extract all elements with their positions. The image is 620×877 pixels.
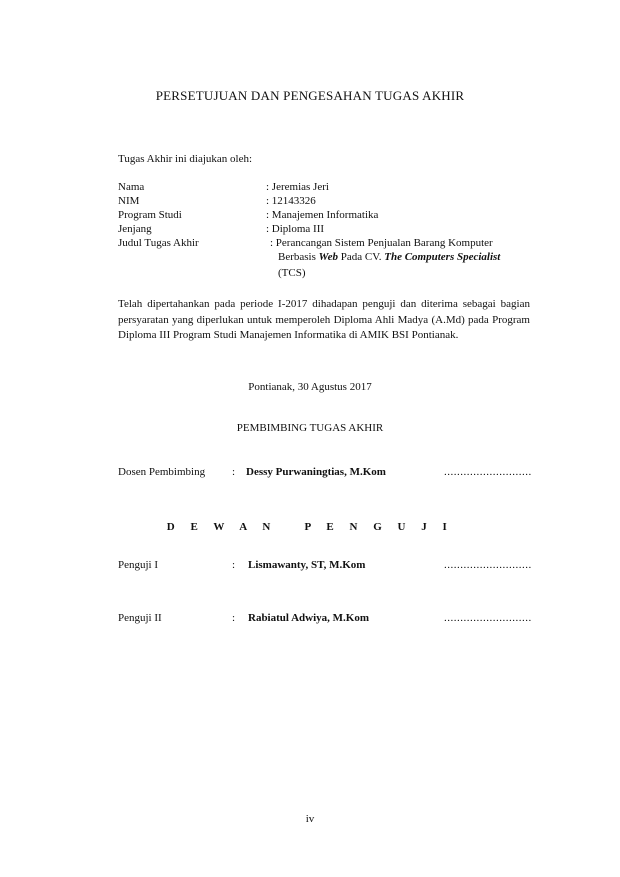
label-prodi: Program Studi — [118, 209, 182, 221]
page-number: iv — [305, 813, 315, 825]
judul-text-web: Web — [318, 251, 338, 263]
value-judul-line1: : Perancangan Sistem Penjualan Barang Komputer — [270, 237, 493, 249]
label-judul: Judul Tugas Akhir — [118, 237, 199, 249]
judul-text-pada: Pada CV. — [338, 251, 385, 263]
penguji1-name: Lismawanty, ST, M.Kom — [248, 559, 366, 571]
value-nama: : Jeremias Jeri — [266, 181, 329, 193]
page-title: PERSETUJUAN DAN PENGESAHAN TUGAS AKHIR — [155, 88, 465, 103]
dosen-pembimbing-name: Dessy Purwaningtias, M.Kom — [246, 466, 386, 478]
signature-line-penguji2: ........................... — [444, 612, 532, 624]
value-jenjang: : Diploma III — [266, 223, 325, 235]
label-jenjang: Jenjang — [118, 223, 152, 235]
label-nama: Nama — [118, 181, 145, 193]
value-judul-line3: (TCS) — [278, 267, 306, 279]
value-judul-line2 — [278, 250, 500, 264]
penguji2-colon: : — [232, 612, 236, 624]
place-date: Pontianak, 30 Agustus 2017 — [248, 381, 372, 393]
dewan-penguji-heading: D E W A N P E N G U J I — [166, 521, 454, 533]
penguji1-colon: : — [232, 559, 236, 571]
dosen-pembimbing-label: Dosen Pembimbing — [118, 466, 206, 478]
signature-line-pembimbing: ........................... — [444, 466, 532, 478]
judul-text-company: The Computers Specialist — [384, 251, 501, 263]
value-prodi: : Manajemen Informatika — [266, 209, 379, 221]
intro-text: Tugas Akhir ini diajukan oleh: — [118, 153, 253, 165]
statement-paragraph: Telah dipertahankan pada periode I-2017 dihadapan penguji dan diterima sebagai bagian persyaratan yang diperlukan untuk memperoleh Diploma Ahli Madya (A.Md) pada Program Diploma III Program Studi Manajemen Informatika di AMIK BSI Pontianak. — [118, 298, 530, 341]
penguji2-name: Rabiatul Adwiya, M.Kom — [248, 612, 370, 624]
judul-text-berbasis: Berbasis — [278, 251, 319, 263]
penguji2-label: Penguji II — [118, 612, 162, 624]
penguji1-label: Penguji I — [118, 559, 159, 571]
pembimbing-heading: PEMBIMBING TUGAS AKHIR — [236, 422, 384, 434]
label-nim: NIM — [118, 195, 140, 207]
dosen-pembimbing-colon: : — [232, 466, 236, 478]
signature-line-penguji1: ........................... — [444, 559, 532, 571]
value-nim: : 12143326 — [266, 195, 316, 207]
